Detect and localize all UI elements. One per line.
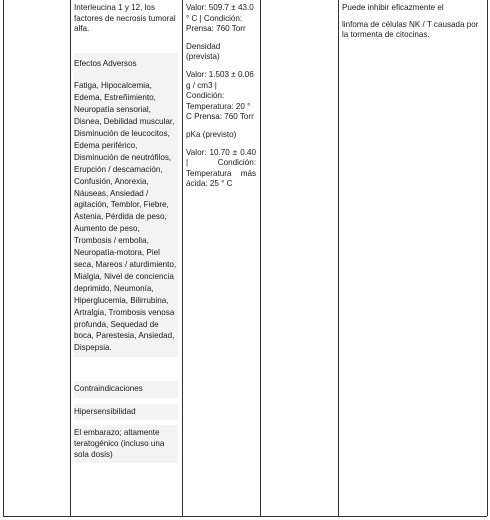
contra-item1-block	[74, 404, 178, 421]
column-divider-5	[487, 0, 488, 516]
contraindication-pregnancy: El embarazo; altamente teratogénico (incluso una sola dosis)	[74, 428, 165, 459]
contra-item2-block	[74, 425, 178, 463]
adverse-heading-block	[74, 53, 178, 76]
note-line-1: Puede inhibir eficazmente el	[342, 3, 444, 12]
intro-text: Interleucina 1 y 12, los factores de necrosis tumoral alfa.	[74, 3, 176, 34]
table-column-empty-1	[4, 0, 70, 516]
table-column-effects	[70, 0, 182, 516]
column-divider-3	[260, 0, 261, 516]
contraindications-heading: Contraindicaciones	[74, 384, 143, 394]
column-divider-1	[70, 0, 71, 516]
column-divider-2	[182, 0, 183, 516]
boiling-point-value: Valor: 509.7 ± 43.0 ° C | Condición: Prensa: 760 Torr	[186, 3, 254, 34]
contraindication-hypersensitivity: Hipersensibilidad	[74, 406, 136, 416]
note-line-2: linfoma de células NK / T causada por la tormenta de citocinas.	[342, 19, 479, 40]
density-heading: Densidad (prevista)	[186, 41, 221, 62]
table-column-properties	[182, 0, 260, 516]
pka-heading: pKa (previsto)	[186, 129, 237, 139]
column-divider-4	[338, 0, 339, 516]
contra-heading-block	[74, 381, 178, 398]
table-column-empty-4	[260, 0, 338, 516]
adverse-effects-heading: Efectos Adversos	[74, 58, 137, 68]
density-value: Valor: 1.503 ± 0.06 g / cm3 | Condición: Temperatura: 20 ° C Prensa: 760 Torr	[186, 69, 254, 122]
drug-info-table	[3, 0, 487, 517]
adverse-effects-list: Fatiga, Hipocalcemia, Edema, Estreñimiento, Neuropatía sensorial, Disnea, Debilidad muscular, Disminución de leucocitos, Edema periférico, Disminución de neutrófilos, Erupción / descamación, Confusión, Anorexia, Náuseas, Ansiedad / agitación, Temblor, Fiebre, Astenia, Pérdida de peso, Aumento de peso, Trombosis / embolia, Neuropatía-motora, Piel seca, Mareos / aturdimiento, Mialgia, Nivel de conciencia deprimido, Neumonía, Hiperglucemia, Bilirrubina, Artralgia, Trombosis venosa profunda, Sequedad de boca, Parestesia, Ansiedad, Dispepsia.	[74, 81, 177, 353]
adverse-list-block	[74, 75, 178, 357]
pka-value: Valor: 10.70 ± 0.40 | Condición: Temperatura más ácida: 25 ° C	[186, 147, 256, 189]
table-column-notes	[338, 0, 488, 516]
